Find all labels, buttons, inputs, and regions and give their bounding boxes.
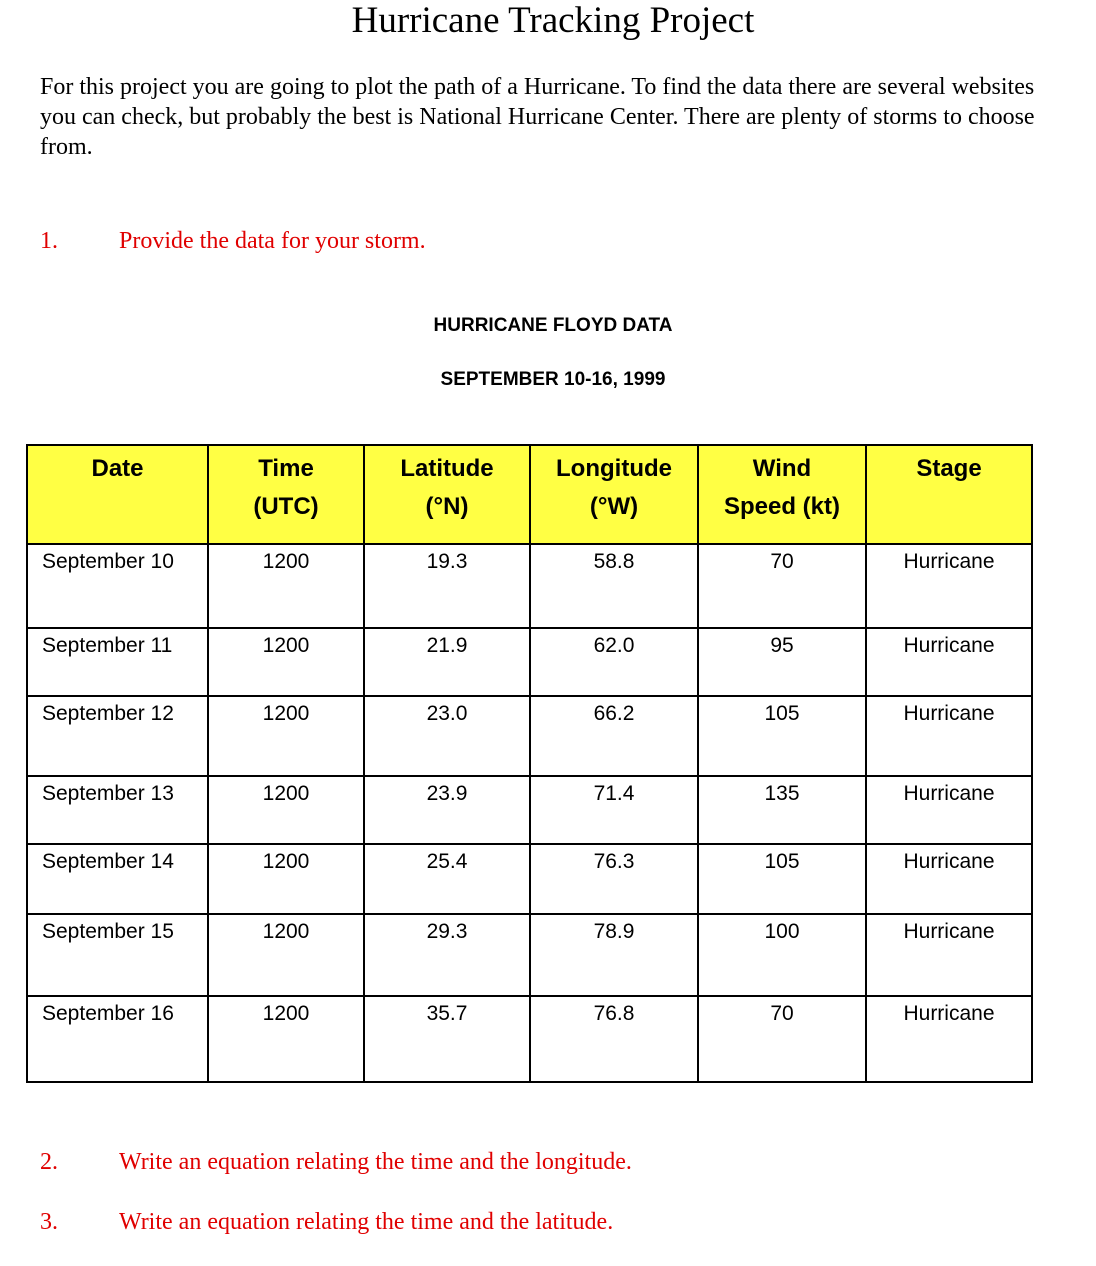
table-row (27, 914, 1032, 996)
question-number: 3. (40, 1209, 58, 1235)
cell-longitude: 66.2 (530, 696, 698, 776)
question-text: Write an equation relating the time and the longitude. (119, 1149, 632, 1175)
cell-time: 1200 (208, 696, 364, 776)
cell-stage: Hurricane (866, 776, 1032, 844)
cell-latitude: 35.7 (364, 996, 530, 1082)
cell-date: September 11 (27, 628, 208, 696)
cell-time: 1200 (208, 914, 364, 996)
cell-wind-speed: 100 (698, 914, 866, 996)
cell-date: September 14 (27, 844, 208, 914)
cell-longitude: 71.4 (530, 776, 698, 844)
table-row (27, 776, 1032, 844)
cell-stage: Hurricane (866, 628, 1032, 696)
question-number: 1. (40, 228, 58, 254)
cell-longitude: 76.3 (530, 844, 698, 914)
page-title: Hurricane Tracking Project (351, 0, 755, 41)
cell-latitude: 29.3 (364, 914, 530, 996)
cell-wind-speed: 135 (698, 776, 866, 844)
cell-time: 1200 (208, 844, 364, 914)
question-number: 2. (40, 1149, 58, 1175)
cell-time: 1200 (208, 544, 364, 628)
table-row (27, 544, 1032, 628)
cell-latitude: 23.9 (364, 776, 530, 844)
cell-time: 1200 (208, 628, 364, 696)
cell-date: September 12 (27, 696, 208, 776)
cell-date: September 16 (27, 996, 208, 1082)
cell-longitude: 62.0 (530, 628, 698, 696)
header-latitude: Latitude (°N) (364, 445, 530, 544)
cell-wind-speed: 105 (698, 696, 866, 776)
table-row (27, 844, 1032, 914)
cell-longitude: 58.8 (530, 544, 698, 628)
cell-date: September 10 (27, 544, 208, 628)
cell-date: September 15 (27, 914, 208, 996)
header-time: Time (UTC) (208, 445, 364, 544)
table-subcaption: SEPTEMBER 10-16, 1999 (440, 369, 666, 390)
cell-stage: Hurricane (866, 844, 1032, 914)
header-date: Date (27, 445, 208, 544)
cell-latitude: 19.3 (364, 544, 530, 628)
question-text: Write an equation relating the time and the latitude. (119, 1209, 614, 1235)
cell-stage: Hurricane (866, 914, 1032, 996)
cell-wind-speed: 105 (698, 844, 866, 914)
header-longitude: Longitude (°W) (530, 445, 698, 544)
cell-stage: Hurricane (866, 996, 1032, 1082)
cell-time: 1200 (208, 776, 364, 844)
cell-wind-speed: 70 (698, 996, 866, 1082)
cell-latitude: 23.0 (364, 696, 530, 776)
header-stage: Stage (866, 445, 1032, 544)
table-row (27, 996, 1032, 1082)
table-row (27, 696, 1032, 776)
table-header-row (27, 445, 1032, 544)
cell-time: 1200 (208, 996, 364, 1082)
cell-latitude: 25.4 (364, 844, 530, 914)
table-caption: HURRICANE FLOYD DATA (433, 315, 673, 336)
cell-stage: Hurricane (866, 544, 1032, 628)
cell-wind-speed: 70 (698, 544, 866, 628)
question-text: Provide the data for your storm. (119, 228, 426, 254)
cell-longitude: 76.8 (530, 996, 698, 1082)
table-row (27, 628, 1032, 696)
cell-stage: Hurricane (866, 696, 1032, 776)
header-wind-speed: Wind Speed (kt) (698, 445, 866, 544)
intro-paragraph: For this project you are going to plot the path of a Hurricane. To find the data there are several websites you can check, but probably the best is National Hurricane Center. There are plenty of storms to choose from. (40, 74, 1035, 160)
hurricane-data-table (26, 444, 1033, 1083)
cell-wind-speed: 95 (698, 628, 866, 696)
cell-latitude: 21.9 (364, 628, 530, 696)
cell-longitude: 78.9 (530, 914, 698, 996)
cell-date: September 13 (27, 776, 208, 844)
